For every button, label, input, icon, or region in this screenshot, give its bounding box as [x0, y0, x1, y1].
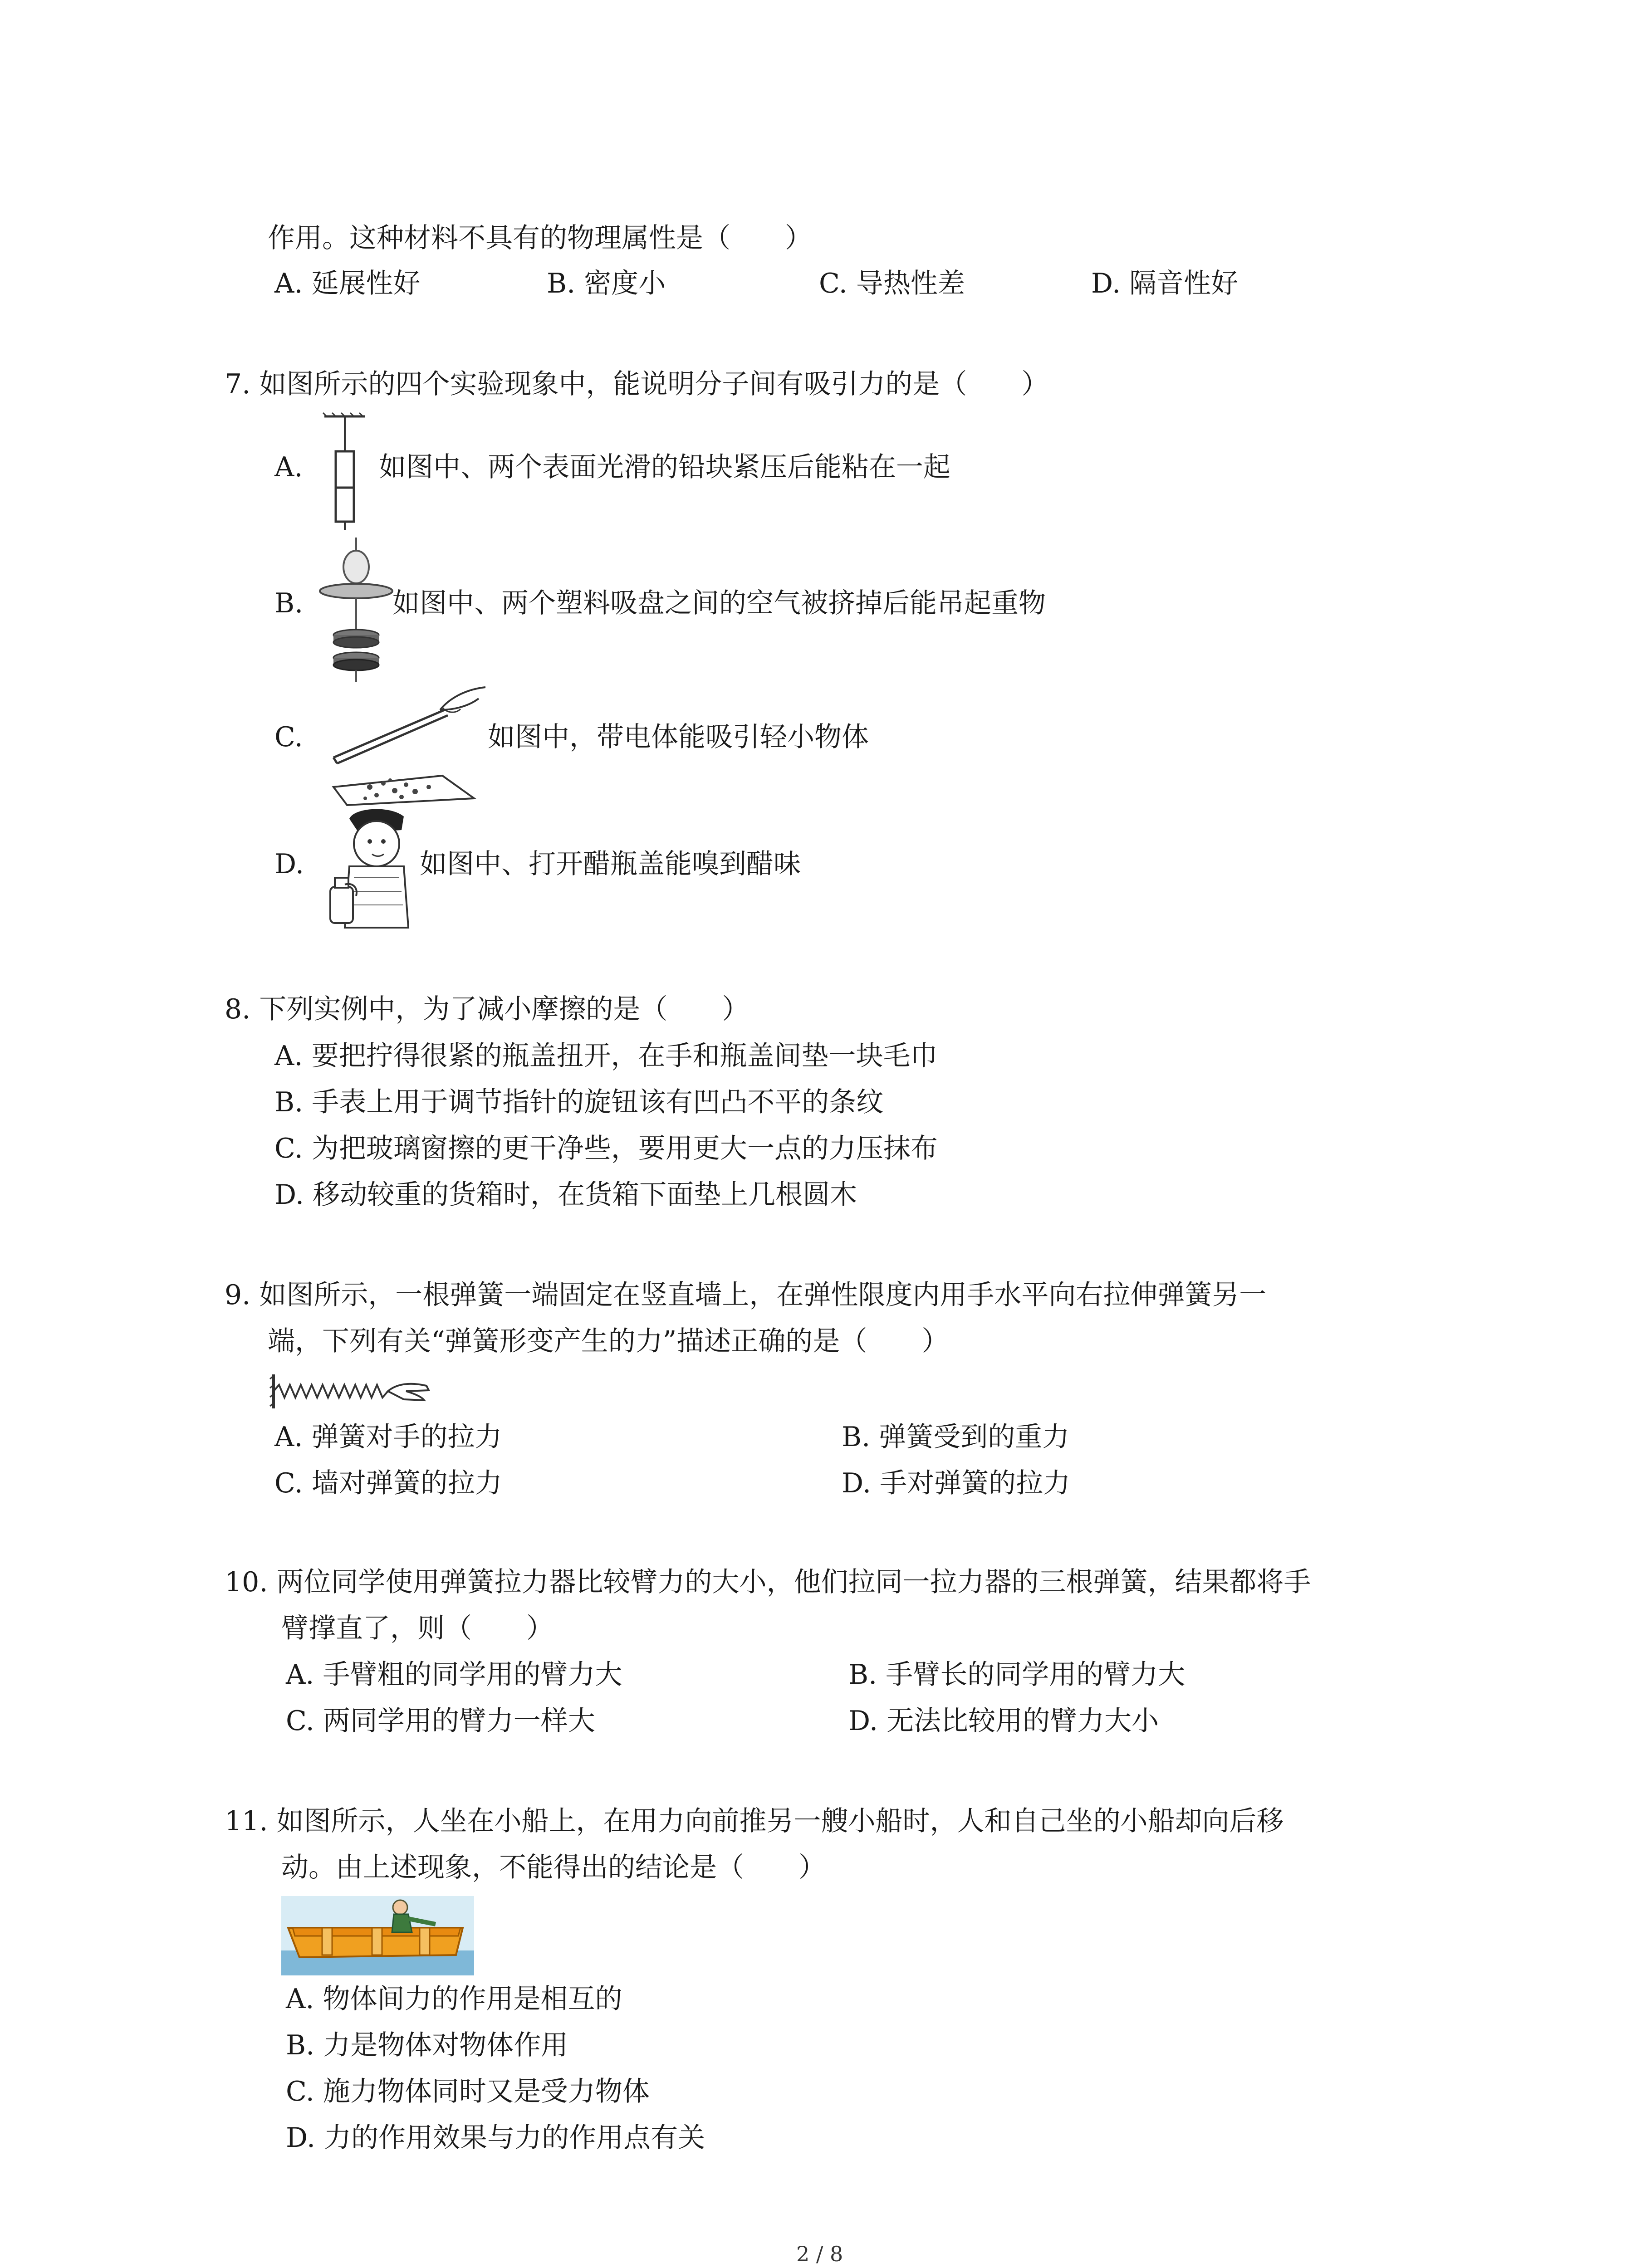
q7-option-c-text: 如图中，带电体能吸引轻小物体: [488, 721, 869, 753]
q8-stem: 8. 下列实例中，为了减小摩擦的是（ ）: [225, 993, 749, 1025]
q10-stem-line2: 臂撑直了，则（ ）: [281, 1613, 554, 1644]
q8-option-a: A. 要把拧得很紧的瓶盖扭开，在手和瓶盖间垫一块毛巾: [274, 1040, 938, 1072]
q7-option-d-text: 如图中、打开醋瓶盖能嗅到醋味: [420, 848, 801, 880]
q11-option-b: B. 力是物体对物体作用: [286, 2029, 568, 2061]
q9-stem-line2: 端，下列有关“弹簧形变产生的力”描述正确的是（ ）: [268, 1325, 949, 1357]
q9-stem-line1: 9. 如图所示，一根弹簧一端固定在竖直墙上，在弹性限度内用手水平向右拉伸弹簧另一: [225, 1279, 1267, 1311]
q9-option-b: B. 弹簧受到的重力: [842, 1421, 1070, 1453]
boats-figure: [281, 1896, 474, 1975]
q7-option-a-label: A.: [274, 451, 303, 483]
q8-option-c: C. 为把玻璃窗擦的更干净些，要用更大一点的力压抹布: [274, 1133, 938, 1164]
q9-option-c: C. 墙对弹簧的拉力: [274, 1467, 502, 1499]
q10-option-d: D. 无法比较用的臂力大小: [848, 1705, 1159, 1737]
vinegar-bottle-figure: [318, 805, 415, 930]
q11-option-d: D. 力的作用效果与力的作用点有关: [286, 2122, 705, 2154]
q6-option-a: A. 延展性好: [274, 268, 421, 299]
q7-option-c-label: C.: [274, 721, 303, 753]
q10-option-b: B. 手臂长的同学用的臂力大: [848, 1659, 1185, 1691]
suction-cups-figure: [318, 538, 395, 683]
q11-stem-line1: 11. 如图所示，人坐在小船上，在用力向前推另一艘小船时，人和自己坐的小船却向后移: [225, 1805, 1284, 1837]
q6-option-b: B. 密度小: [547, 268, 666, 299]
q7-stem: 7. 如图所示的四个实验现象中，能说明分子间有吸引力的是（ ）: [225, 368, 1049, 400]
charged-rod-figure: [320, 683, 488, 805]
q6-stem-tail: 作用。这种材料不具有的物理属性是（ ）: [268, 222, 812, 254]
q6-option-c: C. 导热性差: [819, 268, 965, 299]
q9-option-a: A. 弹簧对手的拉力: [274, 1421, 502, 1453]
q11-option-c: C. 施力物体同时又是受力物体: [286, 2076, 650, 2107]
q7-option-d-label: D.: [274, 848, 304, 880]
spring-figure: [270, 1372, 433, 1411]
q7-option-a-text: 如图中、两个表面光滑的铅块紧压后能粘在一起: [379, 451, 950, 483]
q11-option-a: A. 物体间力的作用是相互的: [286, 1983, 622, 2015]
q8-option-d: D. 移动较重的货箱时，在货箱下面垫上几根圆木: [274, 1179, 857, 1211]
lead-blocks-figure: [318, 413, 372, 531]
q8-option-b: B. 手表上用于调节指针的旋钮该有凹凸不平的条纹: [274, 1086, 884, 1118]
q7-option-b-text: 如图中、两个塑料吸盘之间的空气被挤掉后能吊起重物: [392, 587, 1046, 619]
q7-option-b-label: B.: [274, 587, 304, 619]
q11-stem-line2: 动。由上述现象，不能得出的结论是（ ）: [281, 1852, 826, 1883]
q10-option-a: A. 手臂粗的同学用的臂力大: [286, 1659, 622, 1691]
q6-option-d: D. 隔音性好: [1091, 268, 1239, 299]
q10-stem-line1: 10. 两位同学使用弹簧拉力器比较臂力的大小，他们拉同一拉力器的三根弹簧，结果都将手: [225, 1566, 1311, 1598]
page-number: 2 / 8: [796, 2242, 843, 2266]
q10-option-c: C. 两同学用的臂力一样大: [286, 1705, 595, 1737]
q9-option-d: D. 手对弹簧的拉力: [842, 1467, 1071, 1499]
